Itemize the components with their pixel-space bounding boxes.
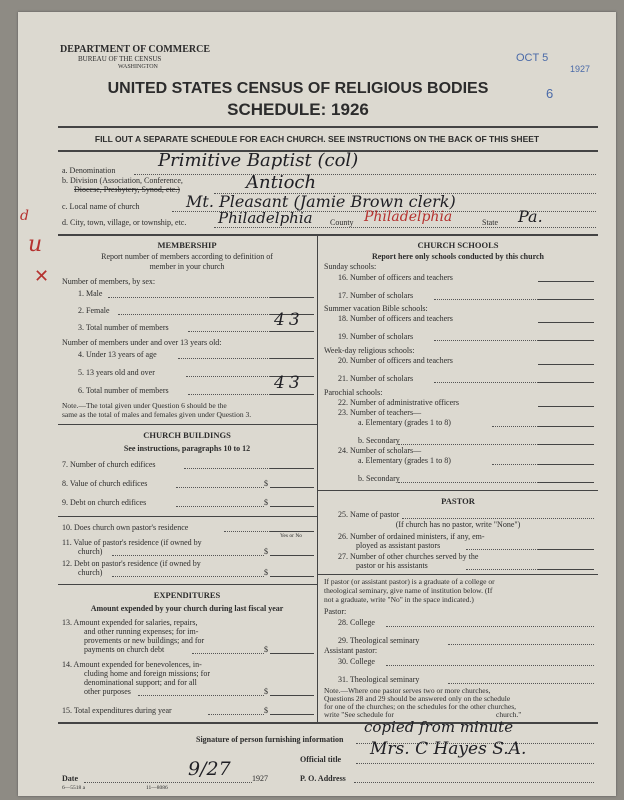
q12-label-2: church): [78, 568, 103, 577]
form-number-2: 11—8086: [146, 785, 168, 791]
bureau-name: BUREAU OF THE CENSUS: [78, 55, 162, 63]
q27-label-1: 27. Number of other churches served by the: [338, 552, 479, 561]
received-stamp-year: 1927: [570, 64, 591, 74]
summer-schools-label: Summer vacation Bible schools:: [324, 304, 428, 313]
state-label: State: [482, 218, 498, 227]
official-title-value: Mrs. C Hayes S.A.: [370, 739, 527, 759]
q8-label: 8. Value of church edifices: [62, 479, 148, 488]
q11-label-2: church): [78, 547, 103, 556]
membership-note-1: Note.—The total given under Question 6 should be the: [62, 401, 227, 410]
assistant-pastor-label: Assistant pastor:: [324, 646, 378, 655]
city-label: d. City, town, village, or township, etc.: [62, 218, 187, 227]
po-address-label: P. O. Address: [300, 774, 346, 783]
q15-label: 15. Total expenditures during year: [62, 706, 172, 715]
q19-label: 19. Number of scholars: [338, 332, 414, 341]
q23b-label: b. Secondary: [358, 436, 400, 445]
county-value: Philadelphia: [364, 209, 453, 225]
pastor-note-3: for one of the churches; on the schedules for the other churches,: [324, 702, 517, 711]
division-label-2: Diocese, Presbytery, Synod, etc.): [74, 185, 180, 194]
signature-value: copied from minute: [364, 718, 514, 736]
q13-dollar: $: [264, 645, 268, 654]
official-title-label: Official title: [300, 755, 342, 764]
margin-mark-x: ✕: [34, 266, 50, 287]
schools-heading: CHURCH SCHOOLS: [417, 240, 499, 250]
q14-line-1: 14. Amount expended for benevolences, in-: [62, 660, 202, 669]
q12-label-1: 12. Debt on pastor's residence (if owned by: [62, 559, 201, 568]
denomination-value: Primitive Baptist (col): [158, 150, 359, 171]
q13-line-1: 13. Amount expended for salaries, repairs,: [62, 618, 198, 627]
pastor-note-1: Note.—Where one pastor serves two or more churches,: [324, 686, 491, 695]
signature-label: Signature of person furnishing information: [196, 735, 344, 744]
q21-label: 21. Number of scholars: [338, 374, 414, 383]
graduate-note-2: theological seminary, give name of institution below. (If: [324, 586, 493, 595]
membership-intro-1: Report number of members according to definition of: [101, 252, 273, 261]
fillout-instruction: FILL OUT A SEPARATE SCHEDULE FOR EACH CHURCH. SEE INSTRUCTIONS ON THE BACK OF THIS SHEET: [94, 134, 540, 144]
sunday-schools-label: Sunday schools:: [324, 262, 377, 271]
schedule-title: SCHEDULE: 1926: [227, 100, 369, 119]
pastor-heading: PASTOR: [441, 496, 475, 506]
q24-label: 24. Number of scholars—: [338, 446, 422, 455]
q22-label: 22. Number of administrative officers: [338, 398, 459, 407]
date-label: Date: [62, 774, 78, 783]
q14-dollar: $: [264, 687, 268, 696]
buildings-heading: CHURCH BUILDINGS: [143, 430, 231, 440]
q3-total-value: 43: [274, 310, 304, 330]
q6-total-value: 43: [274, 373, 304, 393]
graduate-note-1: If pastor (or assistant pastor) is a graduate of a college or: [324, 577, 495, 586]
q15-dollar: $: [264, 706, 268, 715]
q6-total-label: 6. Total number of members: [78, 386, 169, 395]
form-number: 6—5518 a: [62, 785, 86, 791]
q11-label-1: 11. Value of pastor's residence (if owned by: [62, 538, 202, 547]
margin-mark-d: d: [20, 208, 29, 224]
q5-over13-label: 5. 13 years old and over: [78, 368, 155, 377]
q17-label: 17. Number of scholars: [338, 291, 414, 300]
q10-label: 10. Does church own pastor's residence: [62, 523, 189, 532]
q13-line-2: and other running expenses; for im-: [84, 627, 199, 636]
buildings-subheading: See instructions, paragraphs 10 to 12: [123, 444, 251, 453]
expenditures-heading: EXPENDITURES: [153, 590, 221, 600]
q24a-label: a. Elementary (grades 1 to 8): [358, 456, 451, 465]
q18-label: 18. Number of officers and teachers: [338, 314, 453, 323]
q14-line-3: denominational support; and for all: [84, 678, 197, 687]
local-name-value: Mt. Pleasant (Jamie Brown clerk): [186, 192, 456, 211]
pastor-sub-label: Pastor:: [324, 607, 347, 616]
county-label: County: [330, 218, 354, 227]
schools-subheading: Report here only schools conducted by this church: [372, 252, 544, 261]
q29-label: 29. Theological seminary: [338, 636, 420, 645]
q24b-label: b. Secondary: [358, 474, 400, 483]
margin-mark-u: u: [28, 232, 43, 257]
q8-dollar: $: [264, 479, 268, 488]
denomination-label: a. Denomination: [62, 166, 116, 175]
city-value: Philadelphia: [218, 209, 313, 227]
under-over-label: Number of members under and over 13 years old:: [62, 338, 222, 347]
date-value: 9/27: [188, 758, 231, 780]
bureau-city: WASHINGTON: [118, 64, 158, 70]
q27-label-2: pastor or his assistants: [356, 561, 428, 570]
pastor-note-2: Questions 28 and 29 should be answered only on the schedule: [324, 694, 511, 703]
q25-note: (If church has no pastor, write "None"): [395, 520, 521, 529]
membership-intro-2: member in your church: [149, 262, 225, 271]
q31-label: 31. Theological seminary: [338, 675, 420, 684]
q20-label: 20. Number of officers and teachers: [338, 356, 453, 365]
pastor-note-4b: church.": [496, 710, 522, 719]
q3-total-label: 3. Total number of members: [78, 323, 169, 332]
q26-label-2: ployed as assistant pastors: [356, 541, 441, 550]
weekday-schools-label: Week-day religious schools:: [324, 346, 415, 355]
q25-label: 25. Name of pastor: [338, 510, 400, 519]
expenditures-subheading: Amount expended by your church during last fiscal year: [90, 604, 284, 613]
q12-dollar: $: [264, 568, 268, 577]
q23-label: 23. Number of teachers—: [338, 408, 422, 417]
q9-dollar: $: [264, 498, 268, 507]
state-value: Pa.: [518, 207, 543, 226]
department-header: [60, 44, 210, 71]
graduate-note-3: not a graduate, write "No" in the space indicated.): [324, 595, 474, 604]
q28-label: 28. College: [338, 618, 375, 627]
q16-label: 16. Number of officers and teachers: [338, 273, 453, 282]
local-name-label: c. Local name of church: [62, 202, 140, 211]
parochial-schools-label: Parochial schools:: [324, 388, 383, 397]
department-name: DEPARTMENT OF COMMERCE: [60, 44, 211, 55]
membership-heading: MEMBERSHIP: [157, 240, 217, 250]
received-stamp-number: 6: [546, 86, 554, 101]
q9-label: 9. Debt on church edifices: [62, 498, 147, 507]
division-label-1: b. Division (Association, Conference,: [62, 176, 183, 185]
q1-male-label: 1. Male: [78, 289, 103, 298]
census-schedule-page: [18, 12, 616, 796]
members-by-sex-label: Number of members, by sex:: [62, 277, 156, 286]
q13-line-4: payments on church debt: [84, 645, 165, 654]
q14-line-4: other purposes: [84, 687, 131, 696]
membership-note-2: same as the total of males and females given under Question 3.: [62, 410, 252, 419]
q14-line-2: cluding home and foreign missions; for: [84, 669, 210, 678]
q23a-label: a. Elementary (grades 1 to 8): [358, 418, 451, 427]
q30-label: 30. College: [338, 657, 375, 666]
q13-line-3: provements or new buildings; and for: [84, 636, 205, 645]
q11-dollar: $: [264, 547, 268, 556]
q26-label-1: 26. Number of ordained ministers, if any, em-: [338, 532, 485, 541]
q2-female-label: 2. Female: [78, 306, 110, 315]
division-value: Antioch: [246, 172, 317, 193]
q4-under13-label: 4. Under 13 years of age: [78, 350, 157, 359]
pastor-note-4: write "See schedule for: [324, 710, 394, 719]
received-stamp-date: OCT 5: [516, 52, 549, 64]
form-title: UNITED STATES CENSUS OF RELIGIOUS BODIES: [107, 80, 489, 97]
q7-label: 7. Number of church edifices: [62, 460, 156, 469]
date-year: 1927: [252, 774, 268, 783]
yes-no-caption: Yes or No: [280, 533, 303, 539]
